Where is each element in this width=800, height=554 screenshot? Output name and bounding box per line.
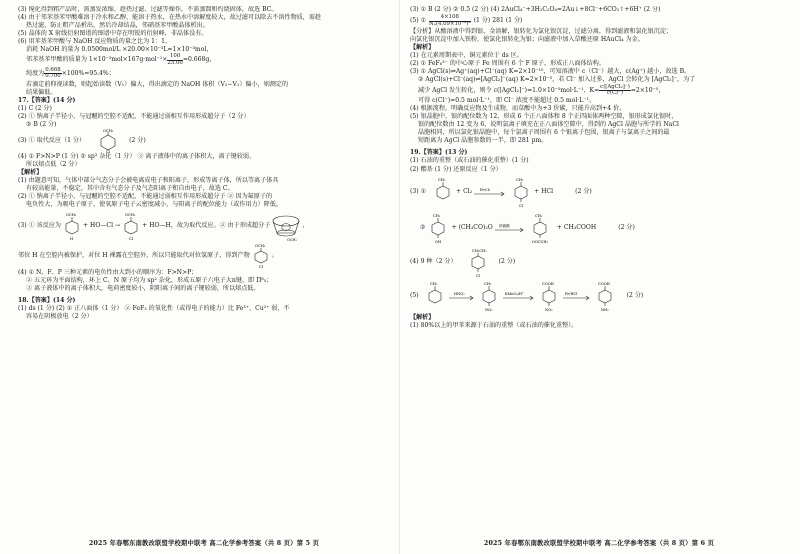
para-chlorotoluene-structure xyxy=(508,176,534,208)
analysis-label: 【解析】 xyxy=(18,169,43,177)
svg-text:CH₃: CH₃ xyxy=(429,281,437,286)
svg-text:Cl: Cl xyxy=(106,150,110,154)
text-line: (2) ① 钠离子半径小，与冠醚的空腔不适配，不能通过弱相互作用形成超分子 ② 因为氟原子的 xyxy=(18,193,273,201)
text-line: 电负性大，为吸电子原子，使氧原子电子云密度减小，与阳离子的配位能力（或作用力）降低。 xyxy=(26,201,282,209)
svg-text:HNO₃: HNO₃ xyxy=(453,291,465,296)
fraction: $\frac{100}{25.00}$ xyxy=(167,53,183,66)
svg-text:CH₃: CH₃ xyxy=(483,281,491,286)
text-line: 银的配位数由 12 变为 6，说明氯离子填充在正八面体空隙中，得到的 AgCl 晶胞与所学的 NaCl xyxy=(418,121,679,129)
text-line: (3) ① B (2 分) ② 0.5 (2 分) (4) 2AuCl₄⁻+3H₂C₂O₄=2Au↓+8Cl⁻+6CO₂↑+6H⁺ (2 分) xyxy=(410,6,661,13)
text-line: (5) 晶体的 X 射线衍射图谱的图谱中存在明锐的衍射峰，非晶体没有。 xyxy=(18,30,208,38)
text-line: (2) 酯基 (1 分) 还原反应（1 分） xyxy=(410,165,502,173)
svg-text:Cl: Cl xyxy=(258,265,263,270)
reaction-arrow xyxy=(493,220,527,236)
page-5 xyxy=(18,6,390,550)
toluene-structure xyxy=(423,280,447,312)
text-line: (1) 由题意可知，气体中部分气态分子会被电离成电子和阳离子，形成等离子体，所以等离子体具 xyxy=(18,177,279,185)
svg-text:NO₂: NO₂ xyxy=(484,307,493,312)
text-line: (5) 银晶胞中，银的配位数为 12，形成 6 个正八面体和 8 个正四面体两种空隙，银形成氯化银时， xyxy=(410,113,678,121)
text-line: 向氯化银沉淀中加入铁粉，使氯化银转化为银；向滤液中加入草酸还原 HAuCl₄ 为金。 xyxy=(410,36,644,44)
text-line: (4) 9 种（2 分） CH₂CH₃ Cl (2 分) xyxy=(410,246,788,278)
svg-text:KMnO₄/H⁺: KMnO₄/H⁺ xyxy=(504,291,524,296)
reaction-arrow xyxy=(472,184,508,200)
text-line: 短距离为 AgCl 晶胞参数的一半，即 281 pm。 xyxy=(418,137,548,145)
text-line: 邻苯基苯甲酸的质量为 1×10⁻³mol×167g·mol⁻¹× $\frac{100}{25.00}$ =0.668g， xyxy=(26,53,216,66)
para-chloroanisole-structure xyxy=(250,243,272,269)
para-aminobenzoic-acid-structure xyxy=(593,280,617,312)
text-line: 有较高能量，不稳定，其中含有气态分子及气态阳离子和自由电子，故选 C。 xyxy=(26,185,234,193)
page-gutter xyxy=(399,0,400,554)
text-line: (3) ① AgCl(s)⇌Ag⁺(aq)+Cl⁻(aq) K=2×10⁻¹⁰，可知溶液中 c（Cl⁻）越大，c(Ag⁺) 越小，故选 B。 xyxy=(410,68,691,76)
svg-text:浓硫酸: 浓硫酸 xyxy=(498,223,510,228)
anisole-structure xyxy=(61,211,83,241)
para-chloroanisole-structure xyxy=(120,211,142,241)
reaction-line: (3) ① CH₃ + Cl₂ FeCl₃ CH₃ Cl + HCl (2 分) xyxy=(410,177,592,208)
reaction-arrow xyxy=(447,288,477,304)
question-18-header: 18.【答案】(14 分) xyxy=(18,297,76,305)
svg-text:OOCCH₃: OOCCH₃ xyxy=(531,239,548,244)
reaction-line: ② CH₃ OH + (CH₃CO)₂O 浓硫酸 CH₃ OOCCH₃ + CH₃COOH (2 分) xyxy=(420,213,635,244)
svg-text:Cl: Cl xyxy=(129,237,133,242)
text-line: (2) ① FeF₆³⁻ 的中心原子 Fe 周围有 6 个 F 原子，形成正八面体结构。 xyxy=(410,60,605,68)
text-line: 热过滤，防止粗产品析出，然后冷却结晶，邻硝基苯甲酸晶体析出。 xyxy=(26,22,209,30)
page-footer: 2025 年春鄂东南教改联盟学校期中联考 高二化学参考答案（共 8 页）第 6 页 xyxy=(483,539,715,547)
svg-text:CH₃: CH₃ xyxy=(516,177,524,182)
text-line: 容易在阴极放电（2 分） xyxy=(26,313,93,321)
svg-text:COOH: COOH xyxy=(597,281,610,286)
text-line: 消耗 NaOH 的量为 0.0500mol/L ×20.00×10⁻³L=1×10⁻³mol， xyxy=(26,46,213,54)
text-line: 若滴定前仰视读数，则起始读数（V₁）偏大，得出滴定的 NaOH 体积（V₂−V₁）偏小，则测定的 xyxy=(26,80,289,88)
text-line: (4) ① N、F、P 三种元素的电负性由大到小的顺序为：F>N>P； xyxy=(18,269,198,277)
text-line: 所以熔点低（2 分） xyxy=(26,161,81,169)
text-line: (1) 80%以上的甲苯来源于石油的重整（或石油的催化重整）。 xyxy=(410,321,578,329)
text-line: 邻位 H 在空腔内被保护，对位 H 裸露在空腔外，所以只能取代对位氢原子，得到产物 OCH₃ Cl 。 xyxy=(18,244,278,270)
text-line: 【分析】从酸溶液中得到银、金溶解，银转化为氯化银沉淀，过滤分离，得到滤液和氯化银沉淀； xyxy=(410,28,673,36)
text-line: (1) ds (1 分) (2) ① 正八面体（1 分） ② FeF₃ 的氧化性（或得电子的能力）比 Fe³⁺、Cu²⁺ 弱，不 xyxy=(18,305,290,313)
svg-text:OCH₃: OCH₃ xyxy=(287,238,297,243)
svg-text:CH₂CH₃: CH₂CH₃ xyxy=(471,248,487,253)
para-chloroethylbenzene-structure xyxy=(463,246,493,278)
text-line: ② AgCl(s)+Cl⁻(aq)⇌[AgCl₂]⁻(aq) K=2×10⁻⁵，若 Cl⁻ 加入过多，AgCl 会转化为 [AgCl₂]⁻，为了 xyxy=(418,76,696,84)
para-nitrobenzoic-acid-structure xyxy=(537,280,561,312)
svg-text:Cl: Cl xyxy=(475,273,480,278)
text-line: (3) 搅化得到粗产品时，需蒸发浓缩、趁热过滤、过滤等操作，不需蒸馏和灼烧固体，故选 BC。 xyxy=(18,6,278,13)
svg-text:OCH₃: OCH₃ xyxy=(254,244,265,249)
text-line: ② 五元环为平面结构，环上 C、N 原子均为 sp² 杂化，形成五原子六电子大π键，即 Π⁶₅； xyxy=(26,277,273,285)
para-chloroanisole-structure xyxy=(91,129,125,153)
para-nitrotoluene-structure xyxy=(477,280,501,312)
svg-text:Cl: Cl xyxy=(519,203,524,208)
reaction-arrow xyxy=(501,288,537,304)
text-line: ③ 离子液体中的离子体积大，电荷密度较小，阴阳离子间的离子键较弱，所以熔点低。 xyxy=(26,285,260,293)
question-19-header: 19.【答案】(13 分) xyxy=(410,149,468,157)
question-17-header: 17.【答案】(14 分) xyxy=(18,96,76,104)
svg-text:OCH₃: OCH₃ xyxy=(65,213,77,218)
svg-text:OCH₃: OCH₃ xyxy=(103,129,114,134)
svg-text:CH₃: CH₃ xyxy=(534,213,543,218)
svg-text:Fe/HCl: Fe/HCl xyxy=(564,291,577,296)
text-line: (4) 根据流程，明确反应物及生成物，而草酸中为+3 价碳，只能升高到+4 价。 xyxy=(410,105,626,113)
text-line: (6) 用苯基苯甲酸与 NaOH 反应物质的量之比为 1：1， xyxy=(18,38,172,46)
text-line: (4) 由于邻苯基苯甲酸难溶于冷水和乙醇，能溶于热水，在热水中溶解度较大，故过滤可以除去不溶性物质，需趁 xyxy=(18,14,322,22)
text-line: (4) ① F>N>P (1 分) ② sp³ 杂化（1 分） ③ 离子液体中的离子体积大，离子键较弱， xyxy=(18,153,256,161)
toluene-structure xyxy=(430,176,456,208)
svg-text:COOH: COOH xyxy=(541,281,554,286)
analysis-label: 【解析】 xyxy=(410,313,435,321)
text-line: (1) C (2 分) xyxy=(18,104,52,112)
supramolecule-structure xyxy=(270,210,302,242)
fraction: $\frac{0.668}{0.700}$ xyxy=(45,66,61,80)
analysis-label: 【解析】 xyxy=(410,44,435,52)
text-line: 纯度为 $\frac{0.668}{0.700}$ ×100%≈95.4%； xyxy=(26,66,115,80)
page-footer: 2025 年春鄂东南教改联盟学校期中联考 高二化学参考答案（共 8 页）第 5 页 xyxy=(88,539,320,547)
para-tolyl-acetate-structure xyxy=(527,212,557,244)
text-line: 晶胞相同，所以氯化银晶胞中，每个氯离子周围有 6 个银离子包围，银离子与氯离子之间的最 xyxy=(418,129,670,137)
text-line: (2) ① 钠离子半径小，与冠醚的空腔不适配，不能通过弱相互作用形成超分子（2 分） xyxy=(18,113,250,120)
svg-text:OH: OH xyxy=(435,239,442,244)
svg-text:FeCl₃: FeCl₃ xyxy=(480,186,491,192)
reaction-arrow xyxy=(561,288,593,304)
svg-text:H: H xyxy=(69,237,74,242)
fraction: $\frac{\text{c([AgCl₂]⁻)}}{c(Cl^-)}$ xyxy=(600,83,630,97)
text-line: 减少 AgCl 发生转化，则令 c([AgCl₂]⁻)=1.0×10⁻⁵mol·L⁻¹，K= $\frac{\text{c([AgCl₂]⁻)}}{c(Cl^-)}$ =2×10⁻⁵， xyxy=(418,83,665,97)
reaction-line: (3) ① 该反应为 OCH₃ H + HO—Cl → OCH₃ Cl + HO—H，故为取代反应。② 由于形成超分子 OCH₃ ， xyxy=(18,209,390,243)
text-line: (1) 在元素周期表中，铜元素位于 ds 区。 xyxy=(410,52,523,60)
reaction-line: (5) CH₃ HNO₃ CH₃ NO₂ KMnO₄/H⁺ COOH NO₂ Fe/HCl COOH NH₂ (2 分) xyxy=(410,281,644,312)
text-line: (1) 石油的重整（或石油的催化重整）(1 分) xyxy=(410,157,529,165)
text-line: 结果偏低。 xyxy=(26,88,57,96)
svg-text:NH₂: NH₂ xyxy=(600,307,609,312)
text-line: ② B (2 分) xyxy=(26,121,57,129)
text-line: (3) ① 取代反应（1 分） OCH₃ Cl (2 分) xyxy=(18,129,146,154)
para-cresol-structure xyxy=(425,212,451,244)
svg-text:OCH₃: OCH₃ xyxy=(125,213,136,218)
page-6 xyxy=(410,6,788,550)
text-line: (5) ① $\frac{4\times 108}{\text{Nₐ(4.09×10⁻⁸)³}}$ (1 分) 281 (1 分) xyxy=(410,13,523,27)
text-line: 可得 c(Cl⁻)=0.5 mol·L⁻¹，即 Cl⁻ 浓度不能超过 0.5 mol·L⁻¹。 xyxy=(418,97,596,105)
svg-text:NO₂: NO₂ xyxy=(544,307,553,312)
fraction: $\frac{4\times 108}{\text{Nₐ(4.09×10⁻⁸)³}}$ xyxy=(429,13,471,27)
svg-text:CH₃: CH₃ xyxy=(433,213,441,218)
svg-text:CH₃: CH₃ xyxy=(438,177,446,182)
